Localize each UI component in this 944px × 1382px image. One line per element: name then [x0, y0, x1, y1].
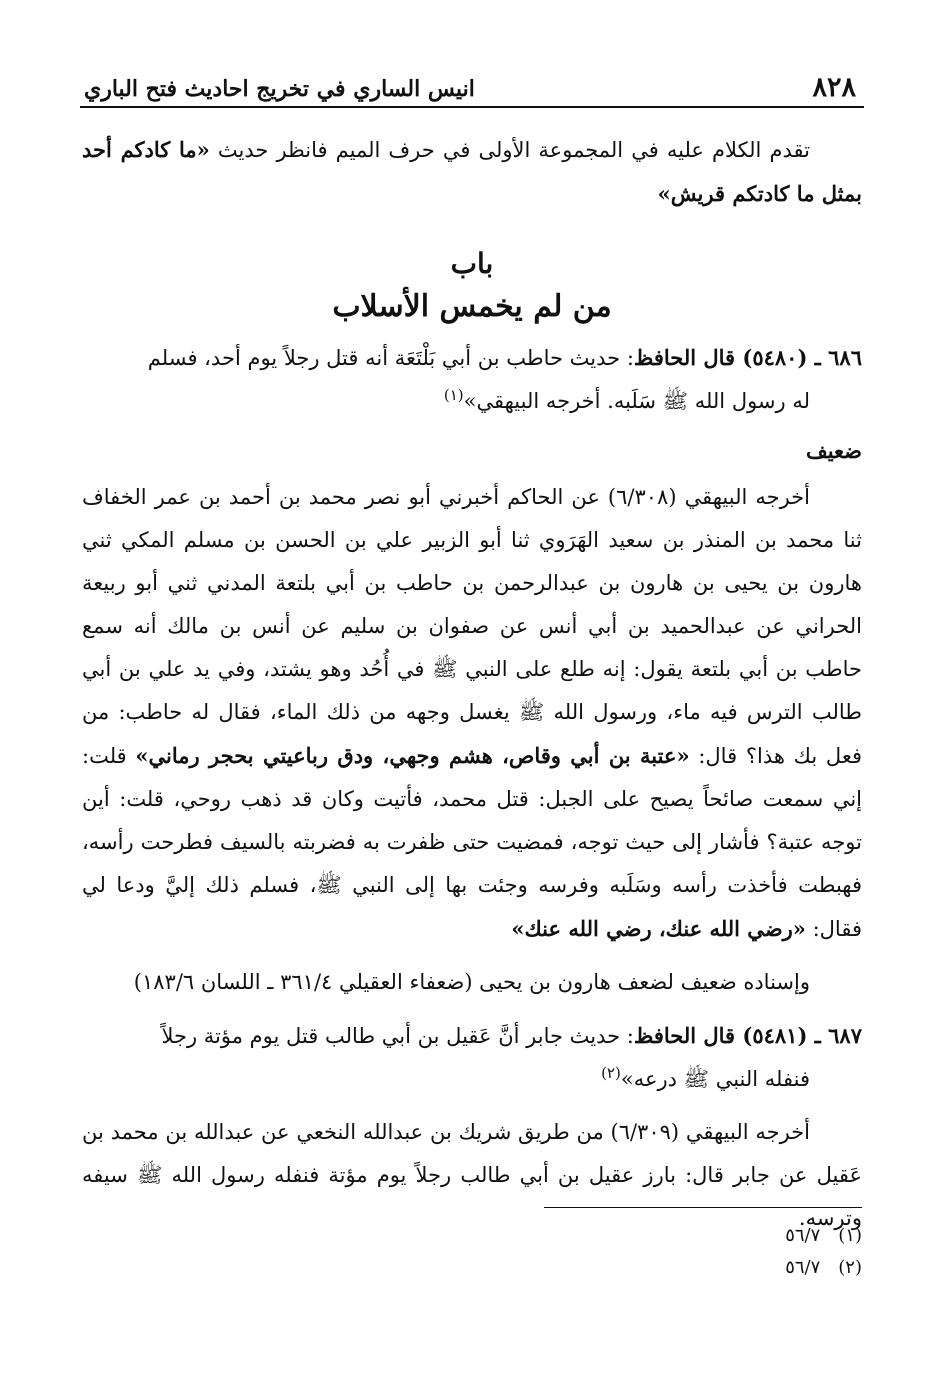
footnote-item — [532, 1252, 862, 1284]
intro-quote: «ما كادكم أحد بمثل ما كادتكم قريش» — [82, 137, 862, 206]
running-title: انيس الساري في تخريج احاديث فتح الباري — [84, 76, 475, 102]
entry-687-number: ٦٨٧ ـ (٥٤٨١) — [742, 1023, 862, 1048]
entry-686-number: ٦٨٦ ـ (٥٤٨٠) — [742, 345, 862, 370]
page-number: ٨٢٨ — [812, 72, 856, 103]
entry-686-statement — [82, 336, 862, 380]
hadith-quote-a: «عتبة بن أبي وقاص، هشم وجهي، ودق رباعيتي بحجر رماني» — [135, 743, 690, 768]
footnote-divider — [544, 1207, 862, 1208]
intro-text: تقدم الكلام عليه في المجموعة الأولى في حرف الميم فانظر حديث — [209, 138, 810, 162]
footnote-ref-2: (٢) — [601, 1064, 621, 1082]
entry-686-text-cont: له رسول الله ﷺ سَلَبه. أخرجه البيهقي» — [463, 389, 810, 413]
entry-686-grade: ضعيف — [805, 438, 862, 463]
entry-687-takhrij: أخرجه البيهقي (٦/٣٠٩) من طريق شريك بن عبدالله النخعي عن عبدالله بن محمد بن عَقيل عن جابر قال: بارز عقيل بن أبي طالب رجلاً يوم مؤتة فنفله رسول الله ﷺ سيفه وترسه. — [82, 1120, 862, 1230]
entry-687-text: : حديث جابر أنَّ عَقيل بن أبي طالب قتل يوم مؤتة رجلاً — [161, 1024, 634, 1048]
takhrij-text-b: قلت: إني سمعت صائحاً يصيح على الجبل: قتل محمد، فأتيت وكان قد ذهب روحي، قلت: أين توجه عتبة؟ فأشار إلى حيث توجه، فمضيت حتى ظفرت به فضربته بالسيف فطرحت رأسه، فهبطت فأخذت رأسه وسَلَبه وفرسه وجئت بها إلى النبي ﷺ، فسلم ذلك إليَّ ودعا لي فقال: — [82, 744, 862, 941]
footnote-item — [532, 1220, 862, 1252]
entry-687-continuation — [82, 1058, 862, 1101]
entry-687-text-cont: فنفله النبي ﷺ درعه» — [620, 1067, 810, 1091]
footnote-text: ٥٦/٧ — [785, 1225, 821, 1246]
entry-686-isnad-note: وإسناده ضعيف لضعف هارون بن يحيى (ضعفاء العقيلي ٣٦١/٤ ـ اللسان ١٨٣/٦) — [133, 970, 810, 994]
entry-687-lead: قال الحافظ — [633, 1023, 743, 1048]
page-body — [82, 128, 862, 1240]
entry-686-continuation — [82, 380, 862, 423]
footnote-ref-1: (١) — [443, 386, 464, 404]
footnote-text: ٥٦/٧ — [785, 1257, 821, 1278]
chapter-title: من لم يخمس الأسلاب — [332, 289, 612, 324]
chapter-heading: باب — [450, 247, 494, 280]
footnote-marker: (٢) — [838, 1257, 862, 1278]
intro-paragraph — [82, 128, 862, 216]
entry-686-lead: قال الحافظ — [633, 345, 743, 370]
entry-687-statement — [82, 1014, 862, 1058]
footnotes — [532, 1220, 862, 1284]
footnote-marker: (١) — [838, 1225, 862, 1246]
entry-686-text: : حديث حاطب بن أبي بَلْتَعَة أنه قتل رجلاً يوم أحد، فسلم — [147, 346, 634, 370]
entry-686-takhrij — [82, 476, 862, 951]
hadith-quote-b: «رضي الله عنك، رضي الله عنك» — [511, 916, 806, 941]
takhrij-text-a: أخرجه البيهقي (٦/٣٠٨) عن الحاكم أخبرني أبو نصر محمد بن أحمد بن عمر الخفاف ثنا محمد بن المنذر بن سعيد الهَرَوي ثنا أبو الزبير علي بن الحسن بن مسلم المكي ثني هارون بن يحيى بن هارون بن عبدالرحمن بن حاطب بن أبي بلتعة المدني ثني أبو ربيعة الحراني عن عبدالحميد بن أبي أنس عن صفوان بن سليم عن أنس بن مالك أنه سمع حاطب بن أبي بلتعة يقول: إنه طلع على النبي ﷺ في أُحُد وهو يشتد، وفي يد علي بن أبي طالب الترس فيه ماء، ورسول الله ﷺ يغسل وجهه من ذلك الماء، فقال له حاطب: من فعل بك هذا؟ قال: — [82, 485, 862, 768]
page-header — [80, 70, 864, 108]
